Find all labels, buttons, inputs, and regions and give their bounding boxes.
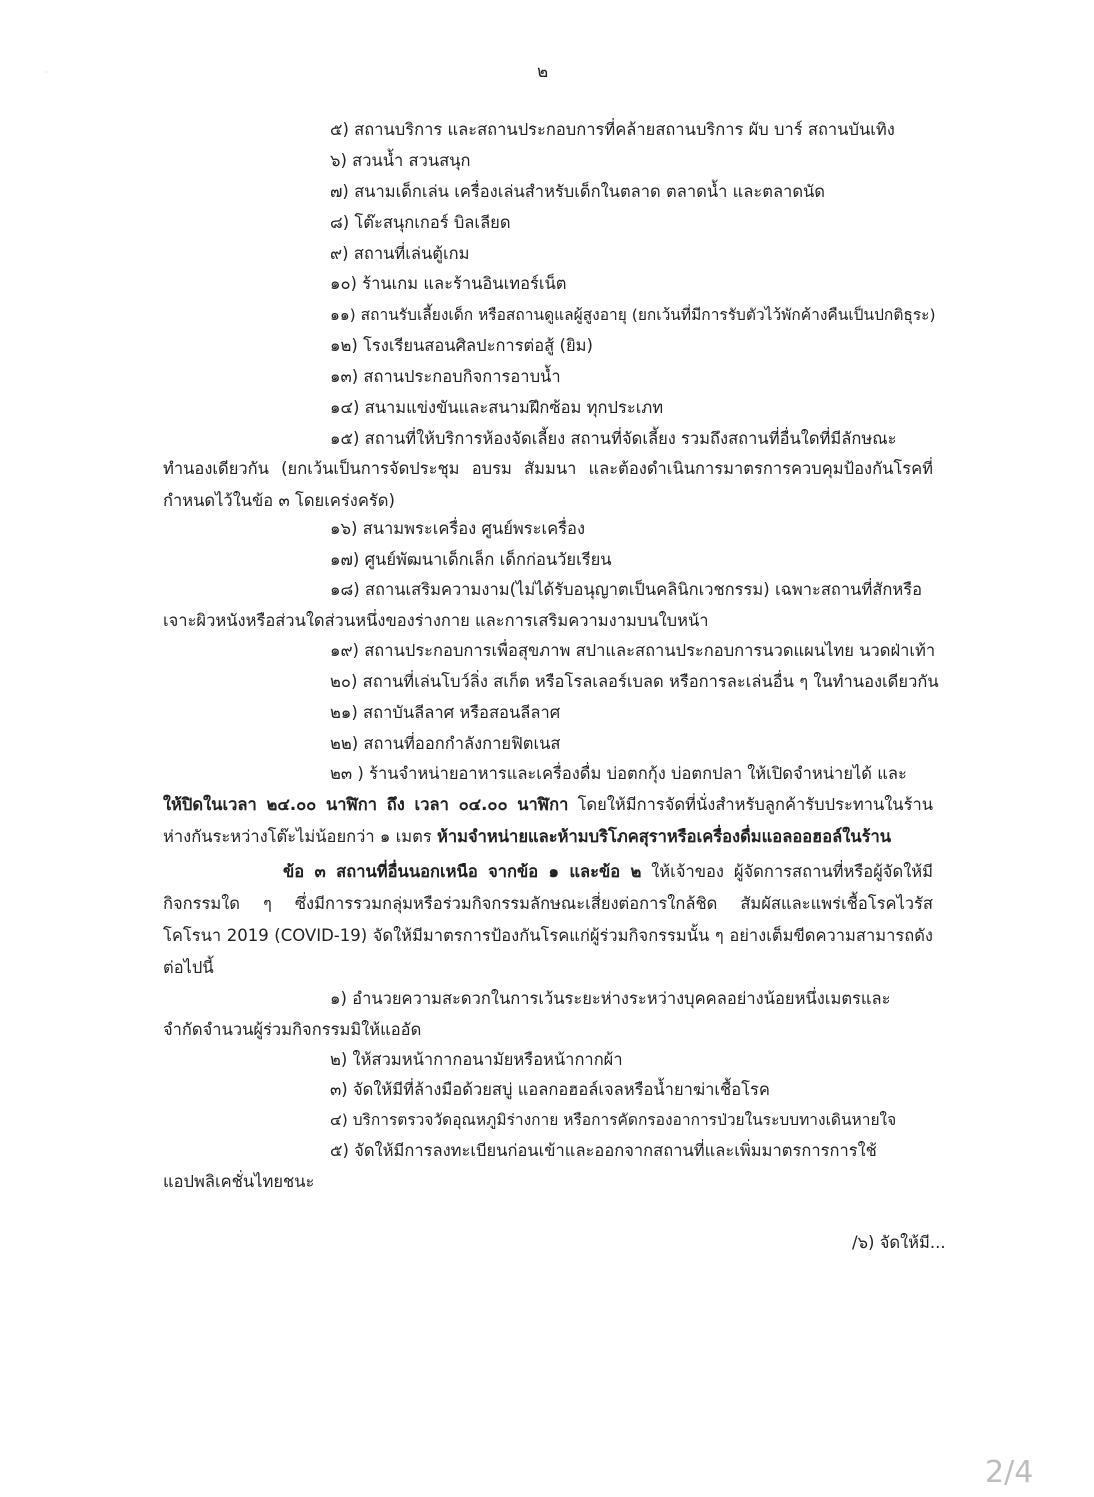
list-item: ๗) สนามเด็กเล่น เครื่องเล่นสำหรับเด็กในตลาด ตลาดน้ำ และตลาดนัด (330, 182, 826, 201)
list-item: ๑๔) สนามแข่งขันและสนามฝึกซ้อม ทุกประเภท (330, 398, 664, 417)
list-item: ๒๐) สถานที่เล่นโบว์ลิ่ง สเก็ต หรือโรลเลอร์เบลด หรือการละเล่นอื่น ๆ ในทำนองเดียวกัน (330, 672, 939, 691)
measure-item-continuation: จำกัดจำนวนผู้ร่วมกิจกรรมมิให้แออัด (163, 1020, 422, 1039)
list-item: ๑๑) สถานรับเลี้ยงเด็ก หรือสถานดูแลผู้สูงอายุ (ยกเว้นที่มีการรับตัวไว้พักค้างคืนเป็นปกติธุระ) (330, 306, 936, 324)
measure-item-first-line: ๑) อำนวยความสะดวกในการเว้นระยะห่างระหว่างบุคคลอย่างน้อยหนึ่งเมตรและ (330, 989, 891, 1008)
list-item: ๒๑) สถาบันลีลาศ หรือสอนลีลาศ (330, 703, 561, 722)
seating-text: โดยให้มีการจัดที่นั่งสำหรับลูกค้ารับประทานในร้านห่างกันระหว่างโต๊ะไม่น้อยกว่า ๑ เมตร (163, 795, 933, 846)
list-item-first-line: ๑๕) สถานที่ให้บริการห้องจัดเลี้ยง สถานที่จัดเลี้ยง รวมถึงสถานที่อื่นใดที่มีลักษณะ (330, 429, 897, 448)
page-number: ๒ (537, 62, 549, 82)
measure-item: ๒) ให้สวมหน้ากากอนามัยหรือหน้ากากผ้า (330, 1050, 623, 1069)
list-item: ๑๖) สนามพระเครื่อง ศูนย์พระเครื่อง (330, 519, 586, 538)
list-item-continuation (163, 789, 933, 853)
list-item: ๒๒) สถานที่ออกกำลังกายฟิตเนส (330, 734, 561, 753)
page-indicator: 2/4 (985, 1455, 1034, 1490)
list-item: ๑๓) สถานประกอบกิจการอาบน้ำ (330, 367, 561, 386)
list-item: ๑๗) ศูนย์พัฒนาเด็กเล็ก เด็กก่อนวัยเรียน (330, 550, 612, 569)
list-item-continuation: เจาะผิวหนังหรือส่วนใดส่วนหนึ่งของร่างกาย และการเสริมความงามบนใบหน้า (163, 611, 709, 630)
clause-3 (163, 856, 933, 984)
measure-item: ๔) บริการตรวจวัดอุณหภูมิร่างกาย หรือการคัดกรองอาการป่วยในระบบทางเดินหายใจ (330, 1111, 897, 1129)
list-item-first-line: ๑๘) สถานเสริมความงาม(ไม่ได้รับอนุญาตเป็นคลินิกเวชกรรม) เฉพาะสถานที่สักหรือ (330, 580, 923, 599)
list-item: ๑๙) สถานประกอบการเพื่อสุขภาพ สปาและสถานประกอบการนวดแผนไทย นวดฝ่าเท้า (330, 641, 936, 660)
list-item: ๕) สถานบริการ และสถานประกอบการที่คล้ายสถานบริการ ผับ บาร์ สถานบันเทิง (330, 120, 895, 139)
measure-item-continuation: แอปพลิเคชั่นไทยชนะ (163, 1172, 315, 1191)
bold-closing-hours: ให้ปิดในเวลา ๒๔.๐๐ นาฬิกา ถึง เวลา ๐๔.๐๐ นาฬิกา (163, 795, 569, 814)
scan-speck: · (45, 68, 48, 77)
list-item: ๖) สวนน้ำ สวนสนุก (330, 151, 471, 170)
clause-3-heading: ข้อ ๓ สถานที่อื่นนอกเหนือ จากข้อ ๑ และข้อ ๒ (283, 862, 642, 881)
list-item-continuation: ทำนองเดียวกัน (ยกเว้นเป็นการจัดประชุม อบรม สัมมนา และต้องดำเนินการมาตรการควบคุมป้องกันโรคที่กำหนดไว้ในข้อ ๓ โดยเคร่งครัด) (163, 459, 933, 510)
clause-3-text: ให้เจ้าของ ผู้จัดการสถานที่หรือผู้จัดให้มีกิจกรรมใด ๆ ซึ่งมีการรวมกลุ่มหรือร่วมกิจกรรมลักษณะเสี่ยงต่อการใกล้ชิด สัมผัสและแพร่เชื้อโรคไวรัสโคโรนา 2019 (COVID-19) จัดให้มีมาตรการป้องกันโรคแก่ผู้ร่วมกิจกรรมนั้น ๆ อย่างเต็มขีดความสามารถดังต่อไปนี้ (163, 862, 934, 977)
list-item: ๘) โต๊ะสนุกเกอร์ บิลเลียด (330, 213, 511, 232)
bold-alcohol-ban: ห้ามจำหน่ายและห้ามบริโภคสุราหรือเครื่องดื่มแอลออฮอล์ในร้าน (436, 827, 891, 846)
next-page-reference: /๖) จัดให้มี... (852, 1233, 946, 1252)
list-item-first-line: ๒๓ ) ร้านจำหน่ายอาหารและเครื่องดื่ม บ่อตกกุ้ง บ่อตกปลา ให้เปิดจำหน่ายได้ และ (330, 764, 907, 783)
list-item: ๙) สถานที่เล่นตู้เกม (330, 244, 470, 263)
measure-item-first-line: ๕) จัดให้มีการลงทะเบียนก่อนเข้าและออกจากสถานที่และเพิ่มมาตรการการใช้ (330, 1141, 877, 1160)
list-item: ๑๐) ร้านเกม และร้านอินเทอร์เน็ต (330, 274, 567, 293)
list-item: ๑๒) โรงเรียนสอนศิลปะการต่อสู้ (ยิม) (330, 336, 593, 355)
measure-item: ๓) จัดให้มีที่ล้างมือด้วยสบู่ แอลกอฮอล์เจลหรือน้ำยาฆ่าเชื้อโรค (330, 1080, 770, 1099)
